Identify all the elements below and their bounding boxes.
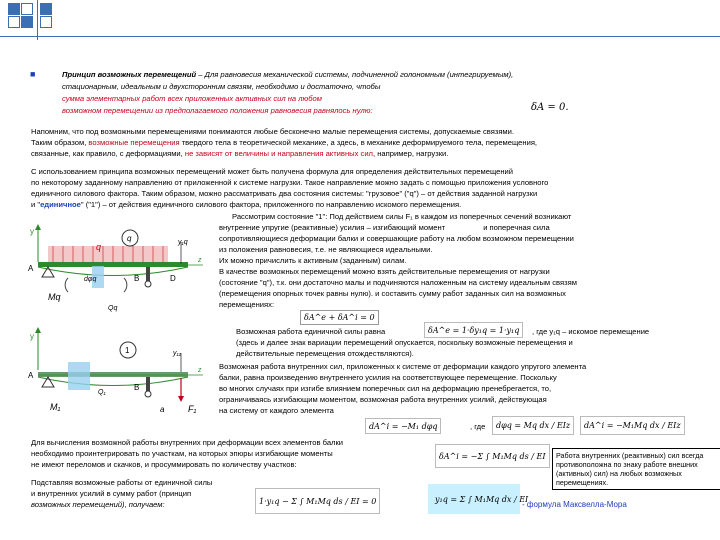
para2-right-10: Возможная работа единичной силы равна: [236, 327, 386, 336]
label-B: B: [134, 274, 140, 283]
label-z: z: [198, 257, 202, 264]
para2-right-6: В качестве возможных перемещений можно взять действительные перемещения от нагрузки: [219, 267, 550, 276]
label-y: y: [30, 227, 34, 236]
label-Qq: Qq: [108, 305, 118, 312]
formula-dphi: dφq = Mq dx / EIz: [492, 416, 574, 435]
text-highlight: возможные перемещения: [88, 138, 180, 147]
text: связанные, как правило, с деформациями,: [31, 149, 185, 158]
intro-formula: δA = 0.: [528, 98, 572, 116]
formula-element-work: dA^i = −M₁ dφq: [365, 418, 441, 434]
label-dphi: dφq: [84, 276, 97, 283]
para3-line-4: Подставляя возможные работы от единичной силы: [31, 478, 213, 487]
para2-right-4: из положения равновесия, т.е. не являющиеся идеальными.: [219, 245, 433, 254]
para2-line-4: [31, 200, 461, 210]
deco-square: [40, 16, 52, 28]
label-y: y: [30, 332, 34, 341]
label-F1: F₁: [188, 404, 197, 414]
label-A: A: [28, 264, 34, 273]
para2-right-14: балки, равна произведению внутреннего усилия на соответствующее перемещение. Поскольку: [219, 373, 557, 382]
para2-right-10b: , где y₁q – искомое перемещение: [532, 327, 650, 336]
label-B: B: [134, 383, 140, 392]
deflection-curve: [38, 267, 188, 276]
roller-support: [146, 377, 150, 391]
deco-square: [21, 16, 33, 28]
para2-right-12: действительные перемещения отождествляются).: [236, 349, 414, 358]
label-D: D: [170, 274, 176, 283]
para2-right-11: (здесь и далее знак вариации перемещений опускается, поскольку возможные перемещения и: [236, 338, 573, 347]
para1-line-3: [31, 149, 448, 159]
beam-diagrams: [28, 222, 218, 418]
deflection-curve: [38, 377, 188, 386]
para1-line-1: Напомним, что под возможными перемещениями понимаются любые бесконечно малые перемещения системы, допускаемые связями.: [31, 127, 515, 136]
state-q-diagram: [35, 224, 203, 292]
para2-right-15: во многих случаях при изгибе влиянием поперечных сил на деформацию пренебрегается, то,: [219, 384, 552, 393]
text: Таким образом,: [31, 138, 89, 147]
formula-principle: 1·y₁q − Σ ∫ M₁Mq ds / EI = 0: [255, 488, 380, 514]
arrow-icon: [178, 396, 184, 402]
label-A: A: [28, 371, 34, 380]
deco-square: [40, 3, 52, 15]
arrow-icon: [35, 224, 41, 230]
para2-right-9: перемещениях:: [219, 300, 275, 309]
para2-right-2: [219, 223, 550, 233]
intro-line-2: стационарным, идеальным и двухсторонним связям, необходимо и достаточно, чтобы: [62, 82, 381, 91]
text: , например, нагрузки.: [373, 149, 449, 158]
para1-line-2: [31, 138, 537, 148]
roller: [145, 281, 151, 287]
para2-right-17b: , где: [470, 422, 486, 431]
para2-right-7: (состояние "q"), т.к. они достаточно малы и подчиняются наложенным на систему идеальным связям: [219, 278, 577, 287]
bullet: ■: [30, 69, 36, 79]
formula-dai: dA^i = −M₁Mq dx / EIz: [580, 416, 685, 435]
distributed-load: [48, 246, 168, 262]
label-q: q: [96, 242, 102, 252]
roller-support: [146, 267, 150, 281]
text: " ("1") – от действия единичного силового фактора, приложенного по направлению искомого перемещения.: [80, 200, 462, 209]
label-y1q: y₁q: [178, 239, 188, 246]
para3-line-5: и внутренних усилий в сумму работ (принцип: [31, 489, 192, 498]
deco-line: [0, 36, 720, 37]
intro-line-1: [62, 70, 513, 80]
formula-mohr: y₁q = Σ ∫ M₁Mq dx / EI: [435, 494, 529, 504]
label-a: a: [160, 405, 165, 414]
moment-icon: [124, 278, 127, 292]
formula-internal-work: δA^i = −Σ ∫ M₁Mq ds / EI: [435, 444, 550, 468]
text: твердого тела в теоретической механике, а здесь, в механике деформируемого тела, перемещения,: [179, 138, 538, 147]
text: и ": [31, 200, 41, 209]
intro-line-3: сумма элементарных работ всех приложенных активных сил на любом: [62, 94, 322, 103]
beam: [38, 262, 188, 267]
formula-unit-work: δA^e = 1·δy₁q = 1·y₁q: [424, 322, 523, 338]
roller: [145, 391, 151, 397]
text-highlight: не зависят от величины и направления активных сил: [184, 149, 373, 158]
label-Q1: Q₁: [98, 389, 106, 396]
arrow-icon: [35, 327, 41, 333]
note-box: Работа внутренних (реактивных) сил всегда противоположна по знаку работе внешних (активных) сил) на любых возможных перемещениях.: [552, 448, 720, 490]
intro-line-4: возможном перемещении из предполагаемого положения равновесия равнялось нулю:: [62, 106, 373, 115]
deco-square: [8, 16, 20, 28]
text: и поперечная сила: [483, 223, 550, 232]
para2-right-13: Возможная работа внутренних сил, приложенных к системе от деформации каждого упругого элемента: [219, 362, 587, 371]
moment-icon: [65, 278, 68, 292]
label-Mq: Mq: [48, 292, 61, 302]
mohr-caption: - формула Максвелла-Мора: [522, 500, 627, 509]
label-y11: y₁₁: [173, 350, 181, 357]
element-highlight: [68, 362, 90, 390]
formula-sum-work: δA^e + δA^i = 0: [300, 310, 379, 325]
para2-right-17: на систему от каждого элемента: [219, 406, 334, 415]
intro-title: Принцип возможных перемещений: [62, 70, 197, 79]
label-one: 1: [125, 346, 130, 355]
para2-line-1: С использованием принципа возможных перемещений может быть получена формула для определения действительных перемещений: [31, 167, 514, 176]
para2-right-1: Рассмотрим состояние "1": Под действием силы F₁ в каждом из поперечных сечений возникают: [232, 212, 572, 221]
label-z: z: [198, 367, 202, 374]
label-M1: M₁: [50, 402, 61, 412]
state-1-diagram: [35, 327, 203, 402]
deco-square: [8, 3, 20, 15]
para2-line-3: единичного силового фактора. Таким образом, можно рассматривать два состояния системы: "грузовое" ("q") – от действия заданной нагрузки: [31, 189, 538, 198]
deco-line: [37, 0, 38, 40]
text: внутренние упругие (реактивные) усилия – изгибающий момент: [219, 223, 446, 232]
para2-right-3: сопротивляющиеся деформации балки и совершающие работу на любом возможном перемещении: [219, 234, 574, 243]
para2-right-8: (перемещения опорных точек равны нулю). и составить сумму работ заданных сил на возможных: [219, 289, 566, 298]
para2-right-16: ограничиваясь изгибающим моментом, возможная работа внутренних усилий, действующая: [219, 395, 547, 404]
para3-line-2: необходимо проинтегрировать по участкам, на которых эпюры изгибающие моменты: [31, 449, 333, 458]
intro-text: – Для равновесия механической системы, подчиненной голономным (интегрируемым),: [196, 70, 514, 79]
text-highlight: единичное: [40, 200, 81, 209]
label-q-circle: q: [127, 234, 132, 243]
para3-line-6: возможных перемещений), получаем:: [31, 500, 165, 509]
beam: [38, 372, 188, 377]
para2-line-2: по некоторому заданному направлению от приложенной к системе нагрузки. Такое направление можно задать с помощью приложения условного: [31, 178, 549, 187]
deco-square: [21, 3, 33, 15]
para2-right-5: Их можно причислить к активным (заданным) силам.: [219, 256, 407, 265]
para3-line-3: не имеют переломов и скачков, и просуммировать по количеству участков:: [31, 460, 297, 469]
para3-line-1: Для вычисления возможной работы внутренних при деформации всех элементов балки: [31, 438, 344, 447]
